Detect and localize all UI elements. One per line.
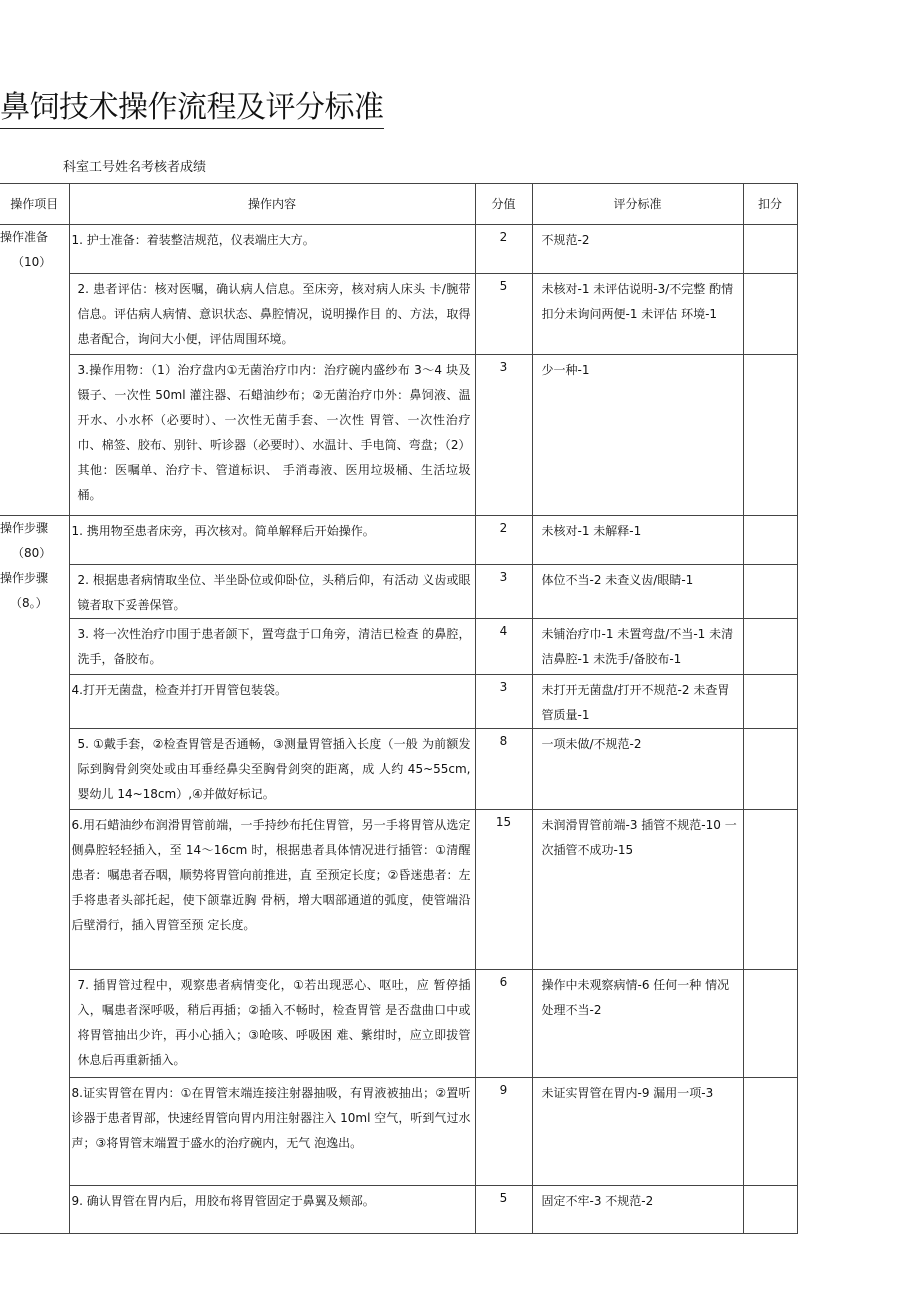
table-row: [0, 675, 797, 729]
row-score: 5: [475, 274, 532, 355]
row-score: 15: [475, 810, 532, 970]
section-total: （10）: [12, 255, 52, 269]
table-row: [0, 729, 797, 810]
table-row: [0, 355, 797, 516]
table-row: [0, 810, 797, 970]
row-content: 8.证实胃管在胃内：①在胃管末端连接注射器抽吸，有胃液被抽出；②置听诊器于患者胃部，快速经胃管向胃内用注射器注入 10ml 空气，听到气过水声；③将胃管末端置于盛水的治疗碗内，无气 泡逸出。: [69, 1078, 475, 1186]
table-row: [0, 619, 797, 675]
row-standard: 未润滑胃管前端-3 插管不规范-10 一次插管不成功-15: [532, 810, 743, 970]
row-content: 1. 护士准备：着装整洁规范，仪表端庄大方。: [69, 225, 475, 274]
row-score: 3: [475, 565, 532, 619]
scoring-table: [0, 183, 798, 1234]
row-standard: 未核对-1 未评估说明-3/不完整 酌情扣分未询问两便-1 未评估 环境-1: [532, 274, 743, 355]
header-standard: 评分标准: [532, 184, 743, 225]
header-content: 操作内容: [69, 184, 475, 225]
row-score: 6: [475, 970, 532, 1078]
row-standard: 未证实胃管在胃内-9 漏用一项-3: [532, 1078, 743, 1186]
section-label: 操作步骤: [0, 521, 49, 535]
row-score: 3: [475, 675, 532, 729]
row-score: 2: [475, 516, 532, 565]
row-content: 2. 根据患者病情取坐位、半坐卧位或仰卧位，头稍后仰，有活动 义齿或眼镜者取下妥善保管。: [69, 565, 475, 619]
row-deduct[interactable]: [743, 565, 797, 619]
row-standard: 体位不当-2 未查义齿/眼睛-1: [532, 565, 743, 619]
row-score: 9: [475, 1078, 532, 1186]
section-steps: [0, 516, 69, 1234]
section-label: 操作准备: [0, 230, 49, 244]
header-score: 分值: [475, 184, 532, 225]
table-row: [0, 274, 797, 355]
row-deduct[interactable]: [743, 1078, 797, 1186]
section-total-repeat: （8。）: [10, 596, 48, 610]
table-row: [0, 970, 797, 1078]
table-row: [0, 225, 797, 274]
section-label-repeat: 操作步骤: [0, 571, 49, 585]
row-score: 2: [475, 225, 532, 274]
header-deduct: 扣分: [743, 184, 797, 225]
row-standard: 一项未做/不规范-2: [532, 729, 743, 810]
page-title: 鼻饲技术操作流程及评分标准: [0, 88, 384, 129]
exam-info-line: 科室工号姓名考核者成绩: [63, 160, 207, 175]
row-score: 4: [475, 619, 532, 675]
row-content: 7. 插胃管过程中，观察患者病情变化，①若出现恶心、呕吐，应 暂停插入，嘱患者深呼吸，稍后再插；②插入不畅时，检查胃管 是否盘曲口中或将胃管抽出少许，再小心插入；③呛咳、呼吸困 难、紫绀时，应立即拔管休息后再重新插入。: [69, 970, 475, 1078]
section-total: （80）: [12, 546, 52, 560]
row-content: 1. 携用物至患者床旁，再次核对。简单解释后开始操作。: [69, 516, 475, 565]
row-content: 3. 将一次性治疗巾围于患者颌下，置弯盘于口角旁，清洁已检查 的鼻腔，洗手，备胶布。: [69, 619, 475, 675]
row-deduct[interactable]: [743, 729, 797, 810]
row-deduct[interactable]: [743, 1186, 797, 1234]
row-deduct[interactable]: [743, 619, 797, 675]
row-deduct[interactable]: [743, 225, 797, 274]
table-row: [0, 1078, 797, 1186]
row-score: 8: [475, 729, 532, 810]
row-content: 6.用石蜡油纱布润滑胃管前端，一手持纱布托住胃管，另一手将胃管从选定侧鼻腔轻轻插入，至 14～16cm 时，根据患者具体情况进行插管：①清醒患者：嘱患者吞咽，顺势将胃管向前推进，直 至预定长度；②昏迷患者：左手将患者头部托起，使下颌靠近胸 骨柄，增大咽部通道的弧度，使管端沿后壁滑行，插入胃管至预 定长度。: [69, 810, 475, 970]
table-row: [0, 1186, 797, 1234]
table-header-row: [0, 184, 797, 225]
row-score: 3: [475, 355, 532, 516]
table-row: [0, 565, 797, 619]
row-deduct[interactable]: [743, 810, 797, 970]
row-score: 5: [475, 1186, 532, 1234]
table-row: [0, 516, 797, 565]
row-standard: 不规范-2: [532, 225, 743, 274]
row-content: 2. 患者评估：核对医嘱，确认病人信息。至床旁，核对病人床头 卡/腕带信息。评估病人病情、意识状态、鼻腔情况，说明操作目 的、方法，取得患者配合，询问大小便，评估周围环境。: [69, 274, 475, 355]
row-content: 5. ①戴手套，②检查胃管是否通畅，③测量胃管插入长度（一般 为前额发际到胸骨剑突处或由耳垂经鼻尖至胸骨剑突的距离，成 人约 45~55cm,婴幼儿 14~18cm）,④并做好标记。: [69, 729, 475, 810]
row-standard: 少一种-1: [532, 355, 743, 516]
row-deduct[interactable]: [743, 516, 797, 565]
row-deduct[interactable]: [743, 970, 797, 1078]
row-content: 3.操作用物：（1）治疗盘内①无菌治疗巾内：治疗碗内盛纱布 3～4 块及镊子、一次性 50ml 灌注器、石蜡油纱布；②无菌治疗巾外：鼻饲液、温开水、小水杯（必要时）、一次性无菌手套、一次性 胃管、一次性治疗巾、棉签、胶布、别针、听诊器（必要时）、水温计、手电筒、弯盘；（2）其他：医嘱单、治疗卡、管道标识、 手消毒液、医用垃圾桶、生活垃圾桶。: [69, 355, 475, 516]
row-deduct[interactable]: [743, 675, 797, 729]
row-standard: 未铺治疗巾-1 未置弯盘/不当-1 未清洁鼻腔-1 未洗手/备胶布-1: [532, 619, 743, 675]
section-preparation: [0, 225, 69, 516]
row-content: 9. 确认胃管在胃内后，用胶布将胃管固定于鼻翼及颊部。: [69, 1186, 475, 1234]
header-item: 操作项目: [0, 184, 69, 225]
row-content: 4.打开无菌盘，检查并打开胃管包装袋。: [69, 675, 475, 729]
row-standard: 操作中未观察病情-6 任何一种 情况处理不当-2: [532, 970, 743, 1078]
row-standard: 未核对-1 未解释-1: [532, 516, 743, 565]
row-standard: 固定不牢-3 不规范-2: [532, 1186, 743, 1234]
row-deduct[interactable]: [743, 274, 797, 355]
row-deduct[interactable]: [743, 355, 797, 516]
row-standard: 未打开无菌盘/打开不规范-2 未查胃管质量-1: [532, 675, 743, 729]
